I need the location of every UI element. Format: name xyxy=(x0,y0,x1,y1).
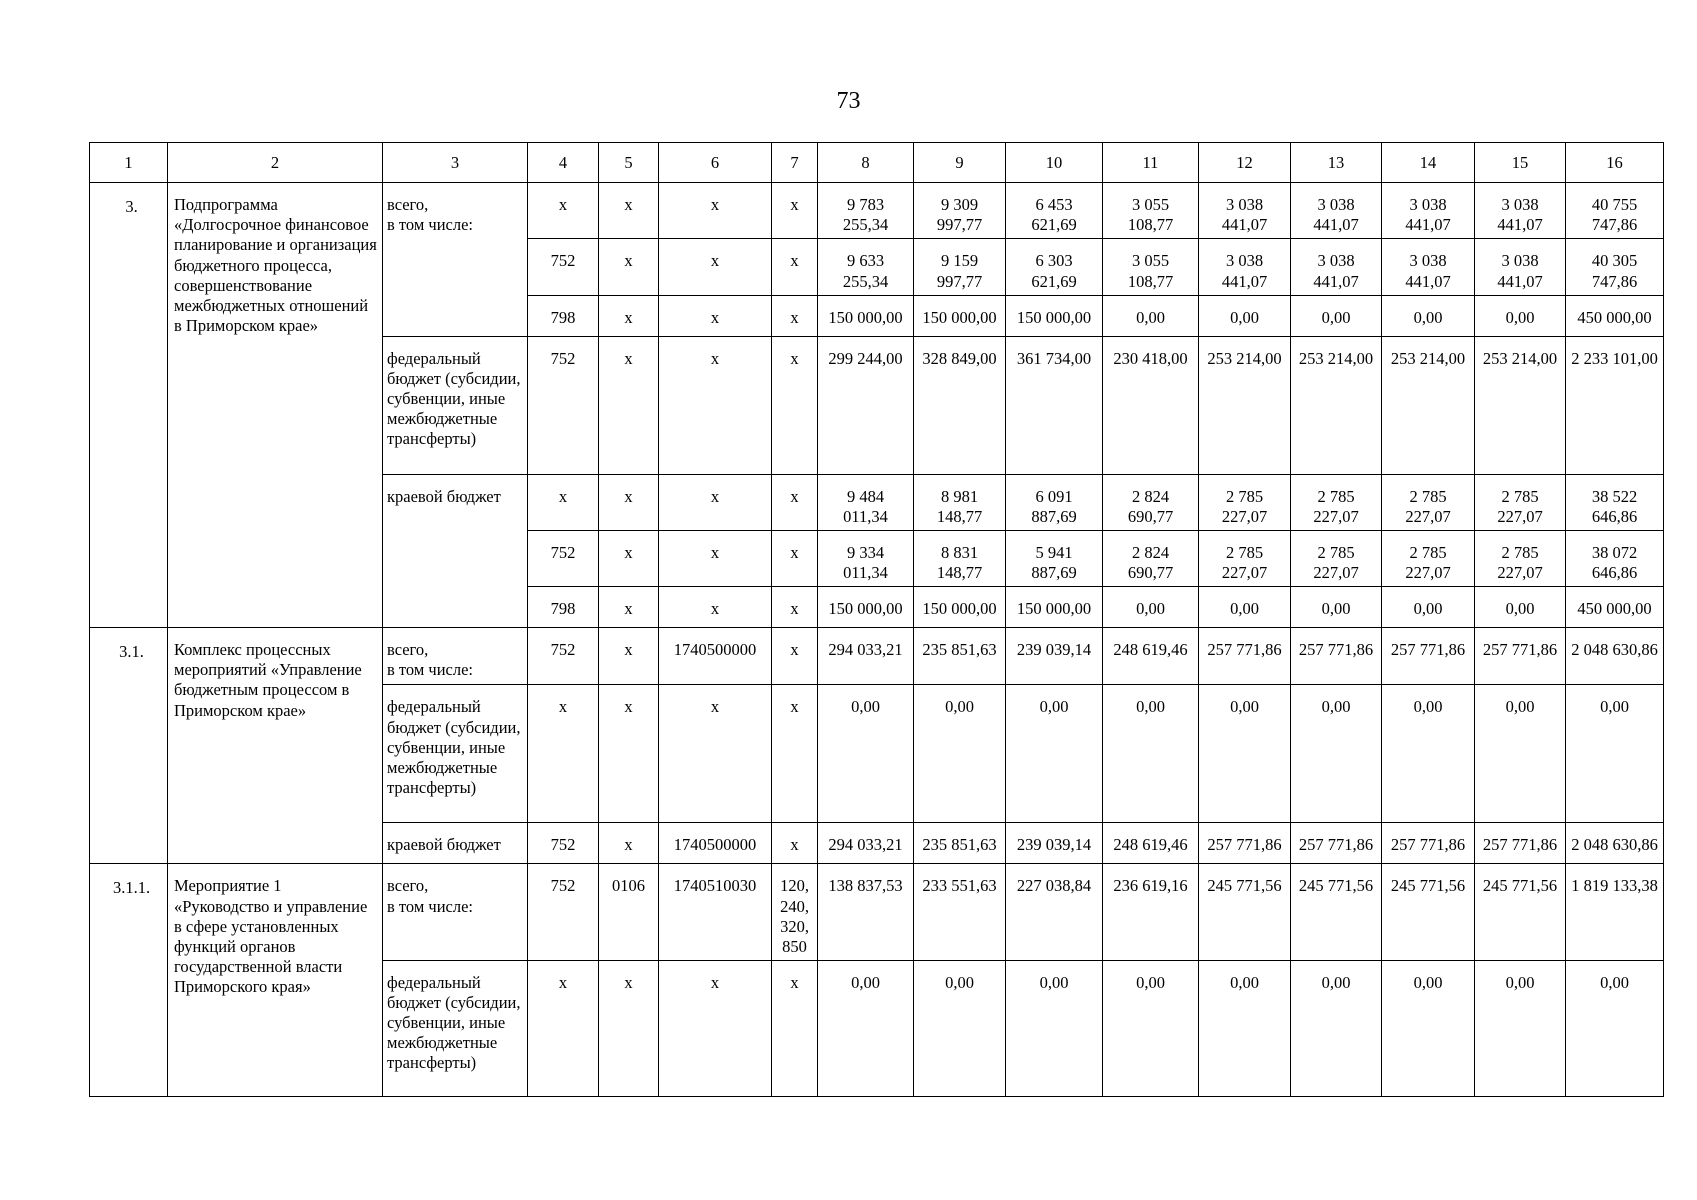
expense-type-cell: x xyxy=(772,336,818,474)
column-number-row xyxy=(90,143,1664,183)
amount-cell: 235 851,63 xyxy=(914,823,1006,864)
grbs-code-cell: 752 xyxy=(528,239,599,295)
amount-cell: 3 038 441,07 xyxy=(1382,183,1475,239)
amount-cell: 239 039,14 xyxy=(1006,628,1103,685)
amount-cell: 0,00 xyxy=(1199,587,1291,628)
amount-cell: 3 038 441,07 xyxy=(1199,183,1291,239)
amount-cell: 2 785 227,07 xyxy=(1382,530,1475,586)
expense-type-cell: x xyxy=(772,474,818,530)
target-article-cell: x xyxy=(659,183,772,239)
amount-cell: 2 824 690,77 xyxy=(1103,474,1199,530)
target-article-cell: x xyxy=(659,239,772,295)
section-code-cell: x xyxy=(599,336,659,474)
amount-cell: 40 755 747,86 xyxy=(1566,183,1664,239)
amount-cell: 5 941 887,69 xyxy=(1006,530,1103,586)
amount-cell: 0,00 xyxy=(1291,960,1382,1096)
expense-type-cell: x xyxy=(772,685,818,823)
amount-cell: 6 453 621,69 xyxy=(1006,183,1103,239)
row-number-cell: 3.1. xyxy=(90,628,168,864)
amount-cell: 299 244,00 xyxy=(818,336,914,474)
expense-type-cell: x xyxy=(772,587,818,628)
column-number-cell: 12 xyxy=(1199,143,1291,183)
amount-cell: 3 055 108,77 xyxy=(1103,183,1199,239)
funding-source-cell: всего, в том числе: xyxy=(383,628,528,685)
amount-cell: 0,00 xyxy=(1475,295,1566,336)
program-name-cell: Комплекс процессных мероприятий «Управление бюджетным процессом в Приморском крае» xyxy=(168,628,383,864)
amount-cell: 0,00 xyxy=(818,960,914,1096)
amount-cell: 0,00 xyxy=(1006,685,1103,823)
column-number-cell: 13 xyxy=(1291,143,1382,183)
amount-cell: 2 785 227,07 xyxy=(1199,474,1291,530)
column-number-cell: 10 xyxy=(1006,143,1103,183)
amount-cell: 9 633 255,34 xyxy=(818,239,914,295)
funding-source-cell: федеральный бюджет (субсидии, субвенции, иные межбюджетные трансферты) xyxy=(383,960,528,1096)
amount-cell: 40 305 747,86 xyxy=(1566,239,1664,295)
funding-source-cell: всего, в том числе: xyxy=(383,183,528,337)
amount-cell: 0,00 xyxy=(1382,685,1475,823)
expense-type-cell: x xyxy=(772,960,818,1096)
amount-cell: 230 418,00 xyxy=(1103,336,1199,474)
amount-cell: 0,00 xyxy=(1382,960,1475,1096)
target-article-cell: 1740500000 xyxy=(659,823,772,864)
amount-cell: 257 771,86 xyxy=(1475,628,1566,685)
row-number-cell: 3.1.1. xyxy=(90,864,168,1097)
amount-cell: 3 038 441,07 xyxy=(1199,239,1291,295)
amount-cell: 0,00 xyxy=(1291,587,1382,628)
expense-type-cell: x xyxy=(772,823,818,864)
section-code-cell: x xyxy=(599,183,659,239)
amount-cell: 2 785 227,07 xyxy=(1199,530,1291,586)
amount-cell: 3 038 441,07 xyxy=(1475,239,1566,295)
funding-source-cell: краевой бюджет xyxy=(383,823,528,864)
section-code-cell: x xyxy=(599,685,659,823)
section-code-cell: 0106 xyxy=(599,864,659,961)
column-number-cell: 3 xyxy=(383,143,528,183)
funding-source-cell: краевой бюджет xyxy=(383,474,528,628)
section-code-cell: x xyxy=(599,530,659,586)
expense-type-cell: x xyxy=(772,628,818,685)
amount-cell: 3 055 108,77 xyxy=(1103,239,1199,295)
amount-cell: 361 734,00 xyxy=(1006,336,1103,474)
amount-cell: 6 303 621,69 xyxy=(1006,239,1103,295)
amount-cell: 294 033,21 xyxy=(818,823,914,864)
amount-cell: 0,00 xyxy=(1566,685,1664,823)
amount-cell: 8 831 148,77 xyxy=(914,530,1006,586)
column-number-cell: 5 xyxy=(599,143,659,183)
column-number-cell: 2 xyxy=(168,143,383,183)
amount-cell: 2 785 227,07 xyxy=(1382,474,1475,530)
table-row xyxy=(90,864,1664,961)
amount-cell: 245 771,56 xyxy=(1291,864,1382,961)
section-code-cell: x xyxy=(599,239,659,295)
target-article-cell: 1740500000 xyxy=(659,628,772,685)
amount-cell: 2 048 630,86 xyxy=(1566,823,1664,864)
amount-cell: 2 785 227,07 xyxy=(1475,474,1566,530)
amount-cell: 257 771,86 xyxy=(1291,823,1382,864)
amount-cell: 0,00 xyxy=(1475,685,1566,823)
amount-cell: 233 551,63 xyxy=(914,864,1006,961)
grbs-code-cell: 752 xyxy=(528,823,599,864)
amount-cell: 245 771,56 xyxy=(1382,864,1475,961)
amount-cell: 0,00 xyxy=(1291,685,1382,823)
amount-cell: 450 000,00 xyxy=(1566,587,1664,628)
funding-source-cell: федеральный бюджет (субсидии, субвенции, иные межбюджетные трансферты) xyxy=(383,336,528,474)
target-article-cell: 1740510030 xyxy=(659,864,772,961)
section-code-cell: x xyxy=(599,474,659,530)
amount-cell: 257 771,86 xyxy=(1475,823,1566,864)
column-number-cell: 11 xyxy=(1103,143,1199,183)
amount-cell: 2 785 227,07 xyxy=(1475,530,1566,586)
amount-cell: 3 038 441,07 xyxy=(1291,183,1382,239)
amount-cell: 3 038 441,07 xyxy=(1291,239,1382,295)
grbs-code-cell: x xyxy=(528,474,599,530)
amount-cell: 245 771,56 xyxy=(1475,864,1566,961)
amount-cell: 0,00 xyxy=(1382,295,1475,336)
column-number-cell: 9 xyxy=(914,143,1006,183)
target-article-cell: x xyxy=(659,474,772,530)
expense-type-cell: x xyxy=(772,239,818,295)
amount-cell: 294 033,21 xyxy=(818,628,914,685)
section-code-cell: x xyxy=(599,587,659,628)
column-number-cell: 15 xyxy=(1475,143,1566,183)
table-row xyxy=(90,628,1664,685)
column-number-cell: 6 xyxy=(659,143,772,183)
amount-cell: 0,00 xyxy=(1006,960,1103,1096)
amount-cell: 257 771,86 xyxy=(1199,628,1291,685)
amount-cell: 328 849,00 xyxy=(914,336,1006,474)
amount-cell: 248 619,46 xyxy=(1103,628,1199,685)
amount-cell: 138 837,53 xyxy=(818,864,914,961)
amount-cell: 150 000,00 xyxy=(1006,587,1103,628)
amount-cell: 2 233 101,00 xyxy=(1566,336,1664,474)
amount-cell: 150 000,00 xyxy=(818,295,914,336)
amount-cell: 3 038 441,07 xyxy=(1382,239,1475,295)
amount-cell: 257 771,86 xyxy=(1382,628,1475,685)
program-name-cell: Подпрограмма «Долгосрочное финансовое планирование и организация бюджетного процесса, совершенствование межбюджетных отношений в Приморском крае» xyxy=(168,183,383,628)
target-article-cell: x xyxy=(659,587,772,628)
amount-cell: 0,00 xyxy=(1199,685,1291,823)
amount-cell: 0,00 xyxy=(1103,685,1199,823)
amount-cell: 9 309 997,77 xyxy=(914,183,1006,239)
amount-cell: 9 334 011,34 xyxy=(818,530,914,586)
expense-type-cell: 120, 240, 320, 850 xyxy=(772,864,818,961)
amount-cell: 2 785 227,07 xyxy=(1291,474,1382,530)
target-article-cell: x xyxy=(659,336,772,474)
amount-cell: 253 214,00 xyxy=(1382,336,1475,474)
grbs-code-cell: 752 xyxy=(528,864,599,961)
column-number-cell: 7 xyxy=(772,143,818,183)
amount-cell: 0,00 xyxy=(1475,960,1566,1096)
grbs-code-cell: x xyxy=(528,685,599,823)
amount-cell: 0,00 xyxy=(1103,295,1199,336)
target-article-cell: x xyxy=(659,960,772,1096)
amount-cell: 236 619,16 xyxy=(1103,864,1199,961)
amount-cell: 0,00 xyxy=(914,685,1006,823)
amount-cell: 235 851,63 xyxy=(914,628,1006,685)
amount-cell: 9 783 255,34 xyxy=(818,183,914,239)
amount-cell: 150 000,00 xyxy=(914,295,1006,336)
amount-cell: 0,00 xyxy=(1291,295,1382,336)
section-code-cell: x xyxy=(599,960,659,1096)
amount-cell: 0,00 xyxy=(1103,587,1199,628)
amount-cell: 450 000,00 xyxy=(1566,295,1664,336)
column-number-cell: 14 xyxy=(1382,143,1475,183)
amount-cell: 0,00 xyxy=(1103,960,1199,1096)
amount-cell: 0,00 xyxy=(1475,587,1566,628)
amount-cell: 253 214,00 xyxy=(1475,336,1566,474)
grbs-code-cell: 798 xyxy=(528,295,599,336)
expense-type-cell: x xyxy=(772,183,818,239)
amount-cell: 9 159 997,77 xyxy=(914,239,1006,295)
grbs-code-cell: 752 xyxy=(528,530,599,586)
amount-cell: 150 000,00 xyxy=(1006,295,1103,336)
amount-cell: 239 039,14 xyxy=(1006,823,1103,864)
page-number: 73 xyxy=(836,88,861,114)
funding-source-cell: федеральный бюджет (субсидии, субвенции, иные межбюджетные трансферты) xyxy=(383,685,528,823)
program-name-cell: Мероприятие 1 «Руководство и управление в сфере установленных функций органов государственной власти Приморского края» xyxy=(168,864,383,1097)
grbs-code-cell: x xyxy=(528,183,599,239)
row-number-cell: 3. xyxy=(90,183,168,628)
section-code-cell: x xyxy=(599,823,659,864)
target-article-cell: x xyxy=(659,685,772,823)
amount-cell: 2 048 630,86 xyxy=(1566,628,1664,685)
amount-cell: 38 522 646,86 xyxy=(1566,474,1664,530)
grbs-code-cell: 798 xyxy=(528,587,599,628)
target-article-cell: x xyxy=(659,295,772,336)
funding-source-cell: всего, в том числе: xyxy=(383,864,528,961)
amount-cell: 248 619,46 xyxy=(1103,823,1199,864)
amount-cell: 0,00 xyxy=(1199,960,1291,1096)
amount-cell: 2 785 227,07 xyxy=(1291,530,1382,586)
amount-cell: 257 771,86 xyxy=(1199,823,1291,864)
amount-cell: 227 038,84 xyxy=(1006,864,1103,961)
grbs-code-cell: 752 xyxy=(528,336,599,474)
grbs-code-cell: 752 xyxy=(528,628,599,685)
amount-cell: 245 771,56 xyxy=(1199,864,1291,961)
amount-cell: 0,00 xyxy=(818,685,914,823)
amount-cell: 8 981 148,77 xyxy=(914,474,1006,530)
section-code-cell: x xyxy=(599,295,659,336)
amount-cell: 1 819 133,38 xyxy=(1566,864,1664,961)
amount-cell: 0,00 xyxy=(1566,960,1664,1096)
column-number-cell: 4 xyxy=(528,143,599,183)
amount-cell: 257 771,86 xyxy=(1382,823,1475,864)
amount-cell: 6 091 887,69 xyxy=(1006,474,1103,530)
amount-cell: 0,00 xyxy=(914,960,1006,1096)
amount-cell: 0,00 xyxy=(1199,295,1291,336)
amount-cell: 253 214,00 xyxy=(1199,336,1291,474)
table-row xyxy=(90,183,1664,239)
amount-cell: 2 824 690,77 xyxy=(1103,530,1199,586)
expense-type-cell: x xyxy=(772,295,818,336)
amount-cell: 257 771,86 xyxy=(1291,628,1382,685)
target-article-cell: x xyxy=(659,530,772,586)
amount-cell: 3 038 441,07 xyxy=(1475,183,1566,239)
section-code-cell: x xyxy=(599,628,659,685)
grbs-code-cell: x xyxy=(528,960,599,1096)
column-number-cell: 8 xyxy=(818,143,914,183)
expense-type-cell: x xyxy=(772,530,818,586)
amount-cell: 9 484 011,34 xyxy=(818,474,914,530)
amount-cell: 253 214,00 xyxy=(1291,336,1382,474)
amount-cell: 38 072 646,86 xyxy=(1566,530,1664,586)
amount-cell: 0,00 xyxy=(1382,587,1475,628)
column-number-cell: 1 xyxy=(90,143,168,183)
budget-table xyxy=(89,142,1664,1097)
column-number-cell: 16 xyxy=(1566,143,1664,183)
amount-cell: 150 000,00 xyxy=(818,587,914,628)
amount-cell: 150 000,00 xyxy=(914,587,1006,628)
